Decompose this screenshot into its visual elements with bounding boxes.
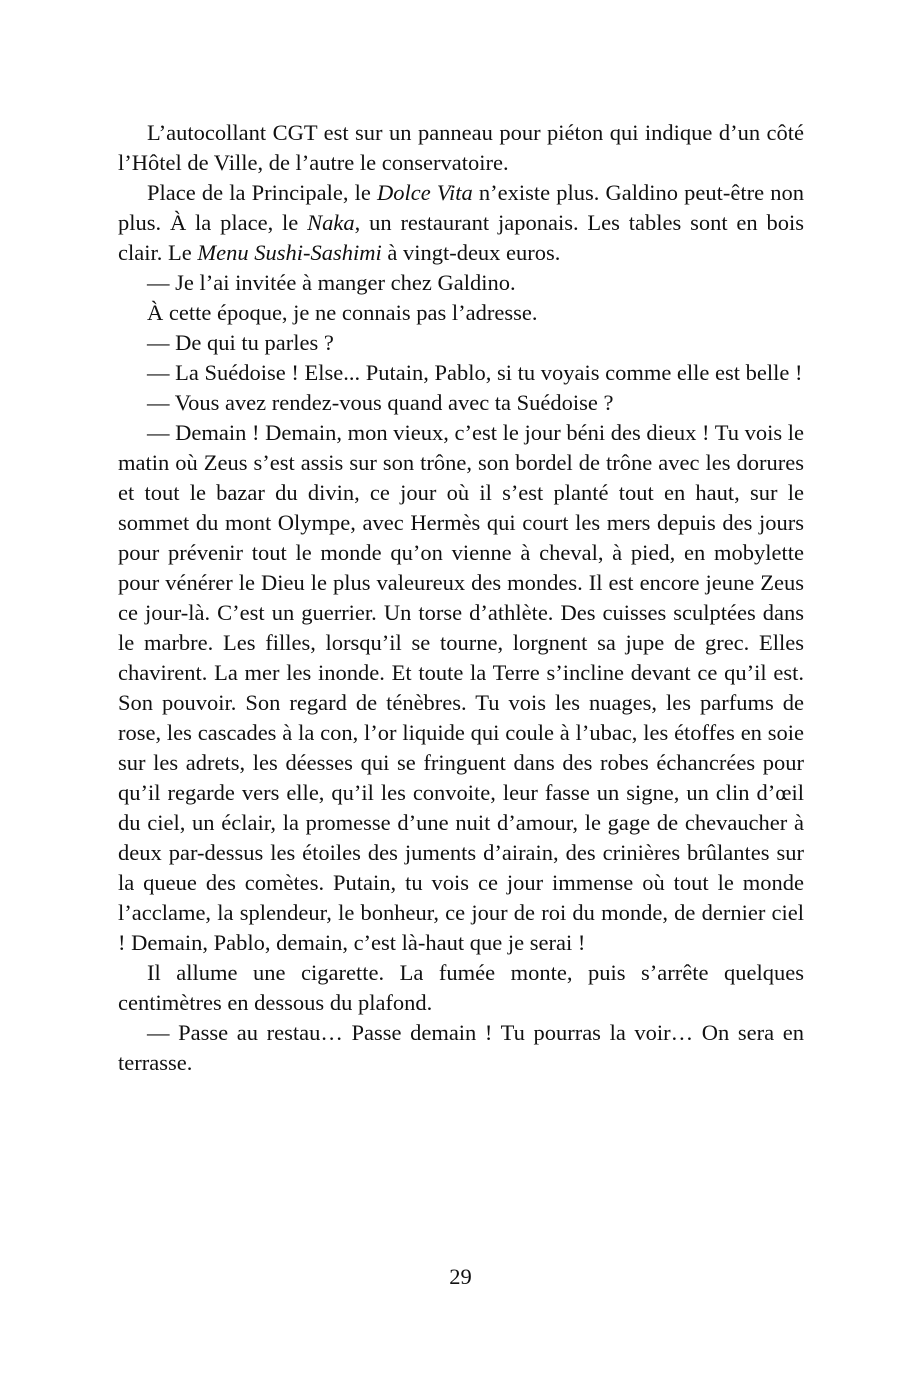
text-run: — Je l’ai invitée à manger chez Galdino. xyxy=(147,270,516,295)
italic-text: Menu Sushi-Sashimi xyxy=(197,240,382,265)
italic-text: Naka xyxy=(307,210,355,235)
text-run: — Vous avez rendez-vous quand avec ta Suédoise ? xyxy=(147,390,614,415)
paragraph xyxy=(118,328,804,358)
paragraph xyxy=(118,958,804,1018)
text-run: — La Suédoise ! Else... Putain, Pablo, si tu voyais comme elle est belle ! xyxy=(147,360,803,385)
text-run: , un restaurant japonais. Les tables sont en bois clair. Le xyxy=(118,210,804,265)
text-run: n’existe plus. Galdino peut-être non plus. À la place, le xyxy=(118,180,804,235)
text-run: L’autocollant CGT est sur un panneau pour piéton qui indique d’un côté l’Hôtel de Ville, de l’autre le conservatoire. xyxy=(118,120,804,175)
paragraph xyxy=(118,418,804,958)
paragraph xyxy=(118,178,804,268)
page-number: 29 xyxy=(449,1264,472,1289)
text-run: — Passe au restau… Passe demain ! Tu pourras la voir… On sera en terrasse. xyxy=(118,1020,804,1075)
paragraph xyxy=(118,358,804,388)
page-body xyxy=(118,118,804,1078)
paragraph xyxy=(118,1018,804,1078)
paragraph xyxy=(118,388,804,418)
text-run: à vingt-deux euros. xyxy=(381,240,561,265)
text-run: À cette époque, je ne connais pas l’adresse. xyxy=(147,300,538,325)
text-run: — Demain ! Demain, mon vieux, c’est le jour béni des dieux ! Tu vois le matin où Zeus s’est assis sur son trône, son bordel de trône avec les dorures et tout le bazar du divin, ce jour où il s’est planté tout en haut, sur le sommet du mont Olympe, avec Hermès qui court les mers depuis des jours pour prévenir tout le monde qu’on vienne à cheval, à pied, en mobylette pour vénérer le Dieu le plus valeureux des mondes. Il est encore jeune Zeus ce jour-là. C’est un guerrier. Un torse d’athlète. Des cuisses sculptées dans le marbre. Les filles, lorsqu’il se tourne, lorgnent sa jupe de grec. Elles chavirent. La mer les inonde. Et toute la Terre s’incline devant ce qu’il est. Son pouvoir. Son regard de ténèbres. Tu vois les nuages, les parfums de rose, les cascades à la con, l’or liquide qui coule à l’ubac, les étoffes en soie sur les adrets, les déesses qui se fringuent dans des robes échancrées pour qu’il regarde vers elle, qu’il les convoite, leur fasse un signe, un clin d’œil du ciel, un éclair, la promesse d’une nuit d’amour, le gage de chevaucher à deux par-dessus les étoiles des juments d’airain, des crinières brûlantes sur la queue des comètes. Putain, tu vois ce jour immense où tout le monde l’acclame, la splendeur, le bonheur, ce jour de roi du monde, de dernier ciel ! Demain, Pablo, demain, c’est là-haut que je serai ! xyxy=(118,420,804,955)
paragraph xyxy=(118,268,804,298)
italic-text: Dolce Vita xyxy=(377,180,473,205)
text-run: — De qui tu parles ? xyxy=(147,330,334,355)
paragraph xyxy=(118,298,804,328)
text-run: Place de la Principale, le xyxy=(147,180,378,205)
paragraph xyxy=(118,118,804,178)
text-run: Il allume une cigarette. La fumée monte, puis s’arrête quelques centimètres en dessous du plafond. xyxy=(118,960,804,1015)
